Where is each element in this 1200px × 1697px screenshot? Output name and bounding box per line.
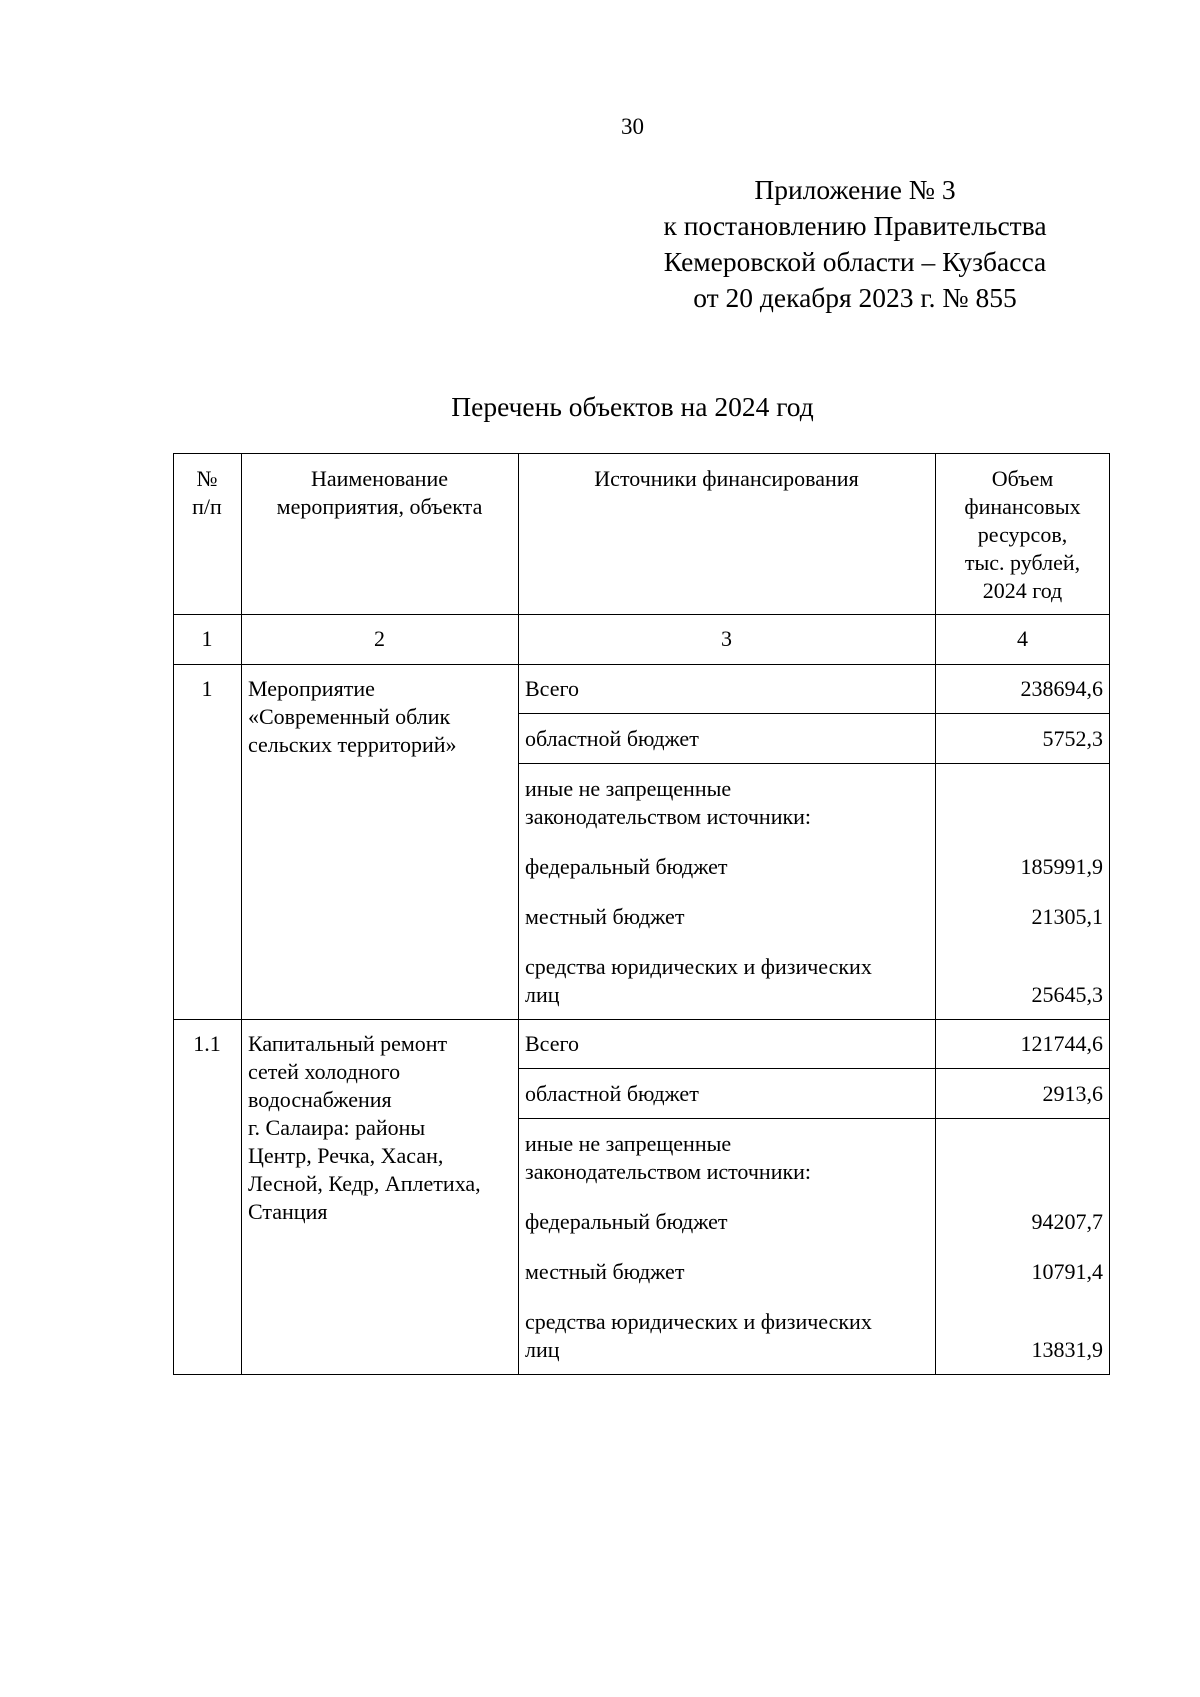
col-number: 3 xyxy=(721,626,732,651)
row-divider xyxy=(518,713,1110,714)
amount-value: 238694,6 xyxy=(1020,676,1103,701)
amount-value: 185991,9 xyxy=(1020,854,1103,879)
row-divider xyxy=(518,763,1110,764)
appendix-line: Кемеровской области – Кузбасса xyxy=(663,246,1047,277)
table-border-left xyxy=(173,453,174,1375)
header-name: Наименование мероприятия, объекта xyxy=(276,466,483,519)
amount-value: 5752,3 xyxy=(1042,726,1103,751)
table-border-top xyxy=(173,453,1110,454)
source-label: иные не запрещенные законодательством источники: xyxy=(525,776,812,829)
amount-value: 13831,9 xyxy=(1031,1337,1103,1362)
event-name: Мероприятие «Современный облик сельских территорий» xyxy=(248,676,457,757)
source-label: областной бюджет xyxy=(525,726,699,751)
source-label: Всего xyxy=(525,1031,579,1056)
source-label: Всего xyxy=(525,676,579,701)
object-name: Капитальный ремонт сетей холодного водоснабжения г. Салаира: районы Центр, Речка, Хасан, Лесной, Кедр, Аплетиха, Станция xyxy=(248,1031,481,1224)
source-label: средства юридических и физических лиц xyxy=(525,1309,872,1362)
source-label: средства юридических и физических лиц xyxy=(525,954,872,1007)
header-volume: Объем финансовых ресурсов, тыс. рублей, 2024 год xyxy=(964,466,1081,603)
row-divider xyxy=(173,1019,1110,1020)
amount-value: 2913,6 xyxy=(1042,1081,1103,1106)
source-label: областной бюджет xyxy=(525,1081,699,1106)
objects-table xyxy=(173,453,1110,1375)
appendix-header xyxy=(640,172,1070,316)
page-number: 30 xyxy=(621,114,644,139)
row-divider xyxy=(173,664,1110,665)
source-label: федеральный бюджет xyxy=(525,1209,728,1234)
row-divider xyxy=(518,1068,1110,1069)
column-divider xyxy=(518,453,519,1375)
table-border-bottom xyxy=(173,1374,1110,1375)
source-label: иные не запрещенные законодательством источники: xyxy=(525,1131,812,1184)
column-divider xyxy=(241,453,242,1375)
row-number: 1.1 xyxy=(193,1031,221,1056)
amount-value: 21305,1 xyxy=(1031,904,1103,929)
document-title: Перечень объектов на 2024 год xyxy=(451,391,814,422)
header-source: Источники финансирования xyxy=(594,466,859,491)
row-divider xyxy=(518,1118,1110,1119)
amount-value: 10791,4 xyxy=(1031,1259,1103,1284)
appendix-line: от 20 декабря 2023 г. № 855 xyxy=(693,282,1017,313)
amount-value: 25645,3 xyxy=(1031,982,1103,1007)
header-num: № п/п xyxy=(192,466,222,519)
col-number: 4 xyxy=(1017,626,1028,651)
appendix-line: к постановлению Правительства xyxy=(663,210,1047,241)
col-number: 1 xyxy=(201,626,213,651)
row-number: 1 xyxy=(201,676,213,701)
source-label: местный бюджет xyxy=(525,904,685,929)
source-label: федеральный бюджет xyxy=(525,854,728,879)
amount-value: 121744,6 xyxy=(1020,1031,1103,1056)
amount-value: 94207,7 xyxy=(1031,1209,1103,1234)
row-divider xyxy=(173,614,1110,615)
col-number: 2 xyxy=(374,626,385,651)
appendix-line: Приложение № 3 xyxy=(754,174,956,205)
source-label: местный бюджет xyxy=(525,1259,685,1284)
